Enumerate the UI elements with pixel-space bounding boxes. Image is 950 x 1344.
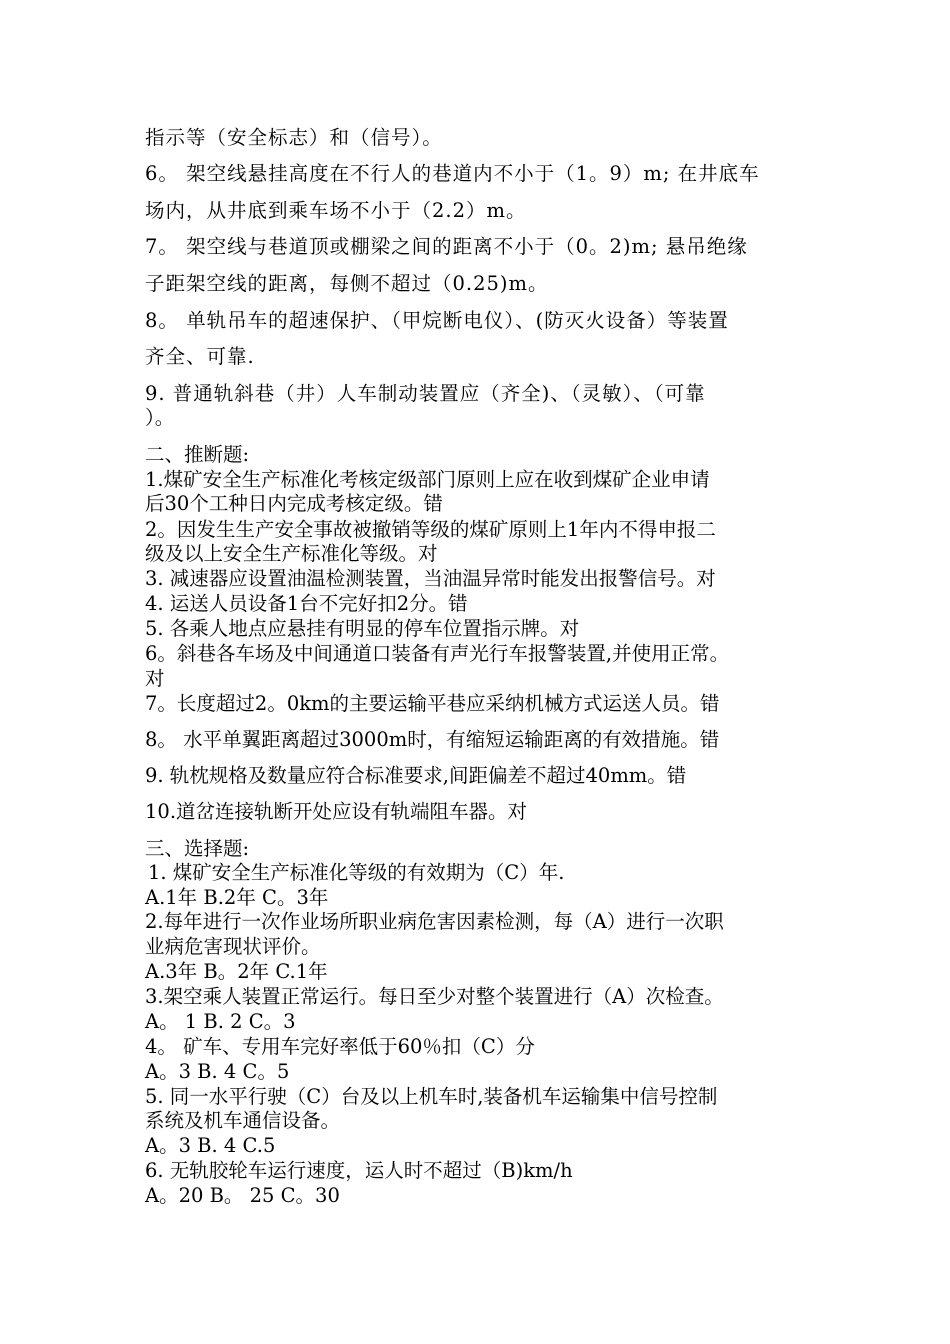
- text-line: 10.道岔连接轨断开处应设有轨端阻车器。对: [145, 800, 528, 823]
- text-line: 1. 煤矿安全生产标准化等级的有效期为（C）年.: [148, 861, 565, 884]
- text-line: 2.每年进行一次作业场所职业病危害因素检测，每（A）进行一次职: [145, 910, 724, 933]
- text-line: 后30个工种日内完成考核定级。错: [145, 492, 443, 515]
- text-line: 指示等（安全标志）和（信号）。: [145, 126, 443, 149]
- text-line: 6。 架空线悬挂高度在不行人的巷道内不小于（1。9）m; 在井底车: [145, 162, 760, 185]
- section-heading: 三、选择题:: [145, 837, 250, 860]
- text-line: A。3 B. 4 C。5: [145, 1060, 290, 1083]
- text-line: 7。 架空线与巷道顶或棚梁之间的距离不小于（0。2)m; 悬吊绝缘: [145, 235, 748, 258]
- text-line: 9. 普通轨斜巷（井）人车制动装置应（齐全)、（灵敏）、（可靠: [145, 382, 706, 405]
- text-line: 场内，从井底到乘车场不小于（2.2）m。: [145, 199, 527, 222]
- text-line: A。20 B。 25 C。30: [145, 1184, 340, 1207]
- text-line: A.1年 B.2年 C。3年: [145, 886, 329, 909]
- text-line: 系统及机车通信设备。: [145, 1109, 341, 1132]
- text-line: 业病危害现状评价。: [145, 935, 321, 958]
- text-line: 5. 各乘人地点应悬挂有明显的停车位置指示牌。对: [145, 617, 580, 640]
- text-line: 1.煤矿安全生产标准化考核定级部门原则上应在收到煤矿企业申请: [145, 468, 710, 491]
- text-line: 8。 单轨吊车的超速保护、（甲烷断电仪）、(防灭火设备）等装置: [145, 309, 729, 332]
- text-line: ）。: [145, 406, 175, 429]
- text-line: A。 1 B. 2 C。3: [145, 1010, 296, 1033]
- text-line: 5. 同一水平行驶（C）台及以上机车时,装备机车运输集中信号控制: [145, 1085, 718, 1108]
- text-line: 4。 矿车、专用车完好率低于60％扣（C）分: [145, 1035, 535, 1058]
- text-line: 6. 无轨胶轮车运行速度，运人时不超过（B)km/h: [145, 1159, 573, 1182]
- text-line: 级及以上安全生产标准化等级。对: [145, 542, 438, 565]
- text-line: 4. 运送人员设备1台不完好扣2分。错: [145, 592, 468, 615]
- text-line: 齐全、可靠.: [145, 345, 255, 368]
- text-line: 7。长度超过2。0km的主要运输平巷应采纳机械方式运送人员。错: [145, 692, 720, 715]
- text-line: 2。因发生生产安全事故被撤销等级的煤矿原则上1年内不得申报二: [145, 518, 716, 541]
- text-line: 6。斜巷各车场及中间通道口装备有声光行车报警装置,并使用正常。: [145, 642, 730, 665]
- text-line: 子距架空线的距离，每侧不超过（0.25)m。: [145, 272, 549, 295]
- text-line: 8。 水平单翼距离超过3000m时，有缩短运输距离的有效措施。错: [145, 728, 720, 751]
- section-heading: 二、推断题:: [145, 443, 250, 466]
- text-line: 3. 减速器应设置油温检测装置，当油温异常时能发出报警信号。对: [145, 567, 716, 590]
- text-line: 9. 轨枕规格及数量应符合标准要求,间距偏差不超过40mm。错: [145, 764, 687, 787]
- text-line: A.3年 B。2年 C.1年: [145, 960, 328, 983]
- text-line: 3.架空乘人装置正常运行。每日至少对整个装置进行（A）次检查。: [145, 985, 724, 1008]
- text-line: A。3 B. 4 C.5: [145, 1134, 276, 1157]
- text-line: 对: [145, 667, 165, 690]
